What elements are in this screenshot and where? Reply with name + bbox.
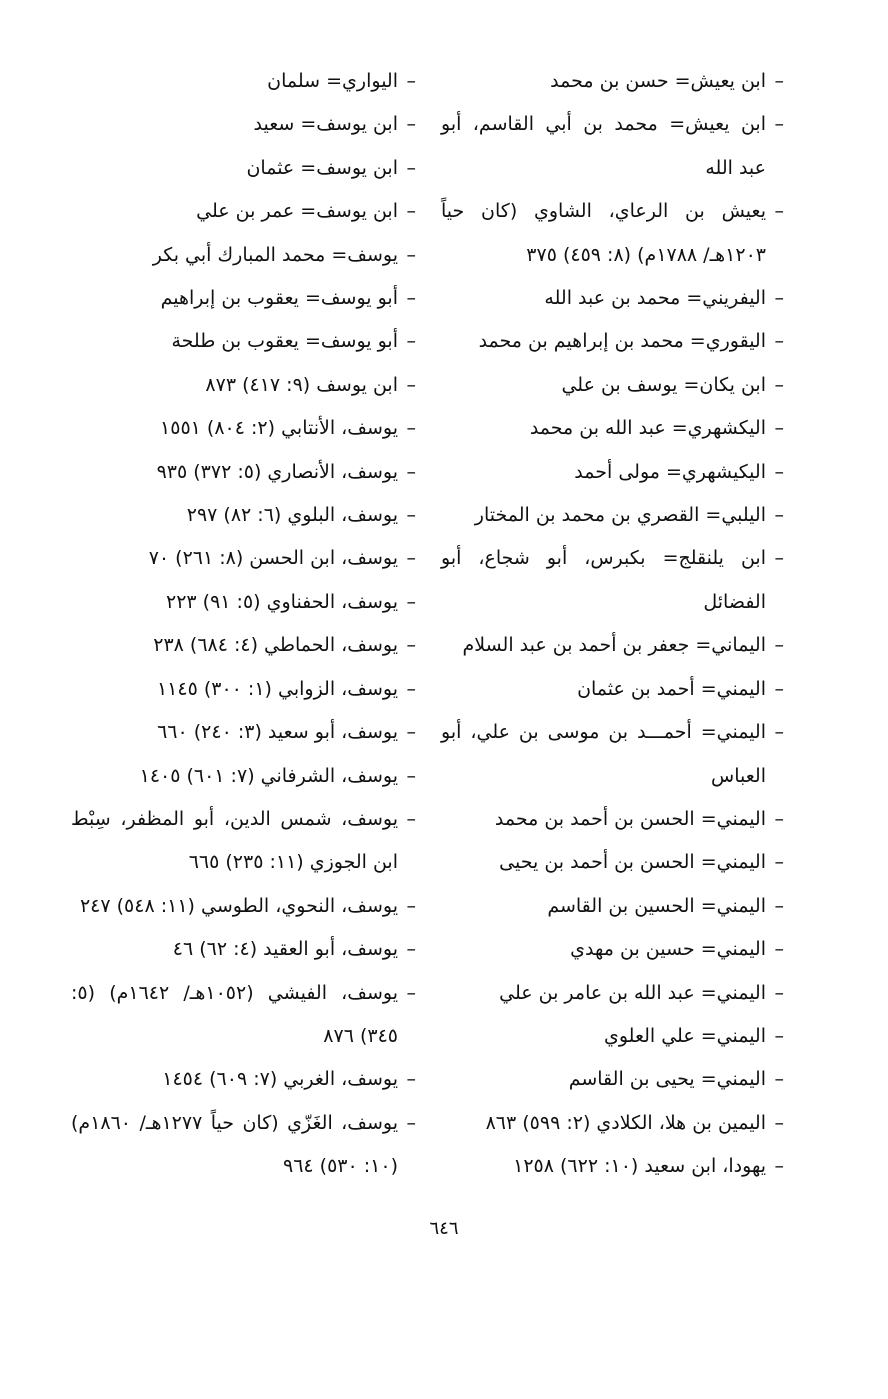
index-entry bbox=[441, 798, 784, 841]
index-entry bbox=[441, 364, 784, 407]
entry-dash: – bbox=[774, 807, 784, 830]
right-column bbox=[441, 60, 784, 1189]
index-entry bbox=[71, 755, 416, 798]
entry-text: اليمني= عبد الله بن عامر بن علي bbox=[499, 981, 766, 1004]
index-entry bbox=[71, 668, 416, 711]
entry-dash: – bbox=[406, 721, 416, 744]
index-entry bbox=[71, 928, 416, 971]
entry-dash: – bbox=[774, 287, 784, 310]
index-entry bbox=[71, 711, 416, 754]
index-entry bbox=[71, 320, 416, 363]
entry-dash: – bbox=[774, 894, 784, 917]
page-number: ٦٤٦ bbox=[429, 1218, 459, 1239]
entry-text: يوسف، الزوابي (١: ٣٠٠) ١١٤٥ bbox=[156, 677, 398, 700]
entry-dash: – bbox=[406, 243, 416, 266]
entry-dash: – bbox=[774, 1024, 784, 1047]
index-entry bbox=[441, 451, 784, 494]
entry-dash: – bbox=[406, 460, 416, 483]
index-entry bbox=[71, 972, 416, 1059]
entry-text: اليكشهري= عبد الله بن محمد bbox=[529, 417, 766, 440]
entry-text: يوسف، البلوي (٦: ٨٢) ٢٩٧ bbox=[186, 504, 398, 527]
index-entry bbox=[441, 711, 784, 798]
entry-dash: – bbox=[774, 330, 784, 353]
entry-text: أبو يوسف= يعقوب بن طلحة bbox=[171, 330, 398, 353]
entry-dash: – bbox=[406, 156, 416, 179]
index-entry bbox=[71, 277, 416, 320]
entry-text: اليمني= أحمـــد بن موسى بن علي، أبو العباس bbox=[441, 721, 766, 787]
index-entry bbox=[441, 928, 784, 971]
index-entry bbox=[441, 885, 784, 928]
index-entry bbox=[71, 451, 416, 494]
entry-text: يوسف، الأنصاري (٥: ٣٧٢) ٩٣٥ bbox=[156, 460, 398, 483]
entry-text: اليمني= الحسن بن أحمد بن محمد bbox=[494, 807, 766, 830]
index-entry bbox=[71, 407, 416, 450]
entry-text: يوسف، الغَزّي (كان حياً ١٢٧٧هـ/ ١٨٦٠م) (١٠: ٥٣٠) ٩٦٤ bbox=[71, 1111, 398, 1178]
entry-text: يوسف، شمس الدين، أبو المظفر، سِبْط ابن الجوزي (١١: ٢٣٥) ٦٦٥ bbox=[71, 807, 398, 874]
index-entry bbox=[71, 364, 416, 407]
entry-text: اليلبي= القصري بن محمد بن المختار bbox=[474, 504, 766, 527]
entry-dash: – bbox=[774, 1111, 784, 1134]
index-entry bbox=[71, 494, 416, 537]
index-entry bbox=[441, 60, 784, 103]
index-entry bbox=[441, 624, 784, 667]
index-entry bbox=[71, 885, 416, 928]
index-entry bbox=[71, 581, 416, 624]
entry-text: ابن يكان= يوسف بن علي bbox=[561, 373, 766, 396]
left-column bbox=[71, 60, 416, 1189]
index-entry bbox=[441, 972, 784, 1015]
index-entry bbox=[441, 190, 784, 277]
entry-text: يوسف، الغربي (٧: ٦٠٩) ١٤٥٤ bbox=[162, 1068, 398, 1091]
entry-dash: – bbox=[406, 113, 416, 136]
entry-dash: – bbox=[774, 547, 784, 570]
entry-text: اليفريني= محمد بن عبد الله bbox=[544, 287, 766, 310]
entry-dash: – bbox=[774, 851, 784, 874]
index-entry bbox=[441, 1058, 784, 1101]
index-entry bbox=[71, 190, 416, 233]
index-entry bbox=[441, 103, 784, 190]
entry-dash: – bbox=[406, 1111, 416, 1134]
entry-dash: – bbox=[774, 1068, 784, 1091]
entry-dash: – bbox=[406, 938, 416, 961]
entry-dash: – bbox=[406, 590, 416, 613]
entry-dash: – bbox=[774, 677, 784, 700]
entry-text: اليمني= الحسين بن القاسم bbox=[547, 894, 766, 917]
entry-text: اليمني= يحيى بن القاسم bbox=[568, 1068, 766, 1091]
index-entry bbox=[441, 407, 784, 450]
entry-dash: – bbox=[406, 764, 416, 787]
entry-dash: – bbox=[406, 417, 416, 440]
entry-text: ابن يعيش= حسن بن محمد bbox=[550, 70, 766, 92]
entry-dash: – bbox=[774, 938, 784, 961]
index-entry bbox=[71, 798, 416, 885]
entry-text: يوسف، الأنتابي (٢: ٨٠٤) ١٥٥١ bbox=[160, 417, 398, 440]
entry-text: اليمني= أحمد بن عثمان bbox=[577, 677, 766, 700]
entry-dash: – bbox=[406, 894, 416, 917]
index-entry bbox=[441, 1102, 784, 1145]
index-entry bbox=[71, 1102, 416, 1189]
entry-text: يوسف، الحماطي (٤: ٦٨٤) ٢٣٨ bbox=[153, 634, 398, 657]
entry-dash: – bbox=[406, 200, 416, 223]
index-entry bbox=[441, 1015, 784, 1058]
entry-text: ابن يوسف= سعيد bbox=[253, 113, 398, 136]
entry-dash: – bbox=[406, 981, 416, 1004]
entry-dash: – bbox=[406, 547, 416, 570]
entry-dash: – bbox=[406, 70, 416, 92]
entry-text: اليمني= الحسن بن أحمد بن يحيى bbox=[499, 851, 766, 874]
entry-dash: – bbox=[774, 417, 784, 440]
entry-dash: – bbox=[406, 677, 416, 700]
entry-text: اليواري= سلمان bbox=[267, 70, 398, 92]
index-entry bbox=[441, 668, 784, 711]
entry-text: ابن يعيش= محمد بن أبي القاسم، أبو عبد الله bbox=[441, 113, 766, 179]
index-entry bbox=[441, 320, 784, 363]
entry-dash: – bbox=[774, 981, 784, 1004]
entry-text: أبو يوسف= يعقوب بن إبراهيم bbox=[160, 287, 398, 310]
index-entry bbox=[441, 1145, 784, 1188]
entry-text: ابن يوسف= عثمان bbox=[246, 156, 398, 179]
entry-text: يوسف، الفيشي (١٠٥٢هـ/ ١٦٤٢م) (٥: ٣٤٥) ٨٧٦ bbox=[71, 981, 398, 1047]
entry-text: اليمين بن هلا، الكلادي (٢: ٥٩٩) ٨٦٣ bbox=[485, 1111, 766, 1134]
index-entry bbox=[71, 60, 416, 103]
entry-text: يوسف، أبو سعيد (٣: ٢٤٠) ٦٦٠ bbox=[157, 721, 398, 744]
index-entry bbox=[71, 234, 416, 277]
entry-dash: – bbox=[406, 287, 416, 310]
entry-text: يهودا، ابن سعيد (١٠: ٦٢٢) ١٢٥٨ bbox=[513, 1155, 766, 1178]
entry-dash: – bbox=[774, 200, 784, 223]
entry-dash: – bbox=[406, 634, 416, 657]
entry-text: اليمني= حسين بن مهدي bbox=[570, 938, 766, 961]
index-entry bbox=[71, 147, 416, 190]
entry-text: ابن يلنقلج= بكبرس، أبو شجاع، أبو الفضائل bbox=[441, 547, 766, 613]
entry-text: اليكيشهري= مولى أحمد bbox=[574, 460, 766, 483]
entry-text: ابن يوسف= عمر بن علي bbox=[196, 200, 398, 223]
entry-dash: – bbox=[774, 113, 784, 136]
entry-text: يعيش بن الرعاي، الشاوي (كان حياً ١٢٠٣هـ/ ١٧٨٨م) (٨: ٤٥٩) ٣٧٥ bbox=[441, 200, 766, 266]
index-entry bbox=[441, 494, 784, 537]
entry-dash: – bbox=[406, 330, 416, 353]
entry-text: اليقوري= محمد بن إبراهيم بن محمد bbox=[478, 330, 766, 353]
index-entry bbox=[71, 103, 416, 146]
entry-dash: – bbox=[774, 504, 784, 527]
entry-text: يوسف، الشرفاني (٧: ٦٠١) ١٤٠٥ bbox=[139, 764, 398, 787]
entry-text: ابن يوسف (٩: ٤١٧) ٨٧٣ bbox=[205, 373, 398, 396]
entry-dash: – bbox=[774, 70, 784, 92]
entry-dash: – bbox=[774, 721, 784, 744]
entry-text: يوسف= محمد المبارك أبي بكر bbox=[152, 243, 398, 266]
entry-text: يوسف، النحوي، الطوسي (١١: ٥٤٨) ٢٤٧ bbox=[79, 894, 398, 917]
index-entry bbox=[441, 841, 784, 884]
index-entry bbox=[71, 537, 416, 580]
entry-text: اليمني= علي العلوي bbox=[603, 1024, 766, 1047]
entry-dash: – bbox=[406, 807, 416, 830]
entry-dash: – bbox=[774, 1155, 784, 1178]
index-entry bbox=[441, 277, 784, 320]
entry-text: يوسف، الحفناوي (٥: ٩١) ٢٢٣ bbox=[165, 590, 398, 613]
entry-text: يوسف، ابن الحسن (٨: ٢٦١) ٧٠ bbox=[148, 547, 398, 570]
entry-dash: – bbox=[774, 373, 784, 396]
entry-dash: – bbox=[774, 460, 784, 483]
entry-dash: – bbox=[406, 504, 416, 527]
entry-dash: – bbox=[406, 373, 416, 396]
entry-text: اليماني= جعفر بن أحمد بن عبد السلام bbox=[462, 634, 766, 657]
index-entry bbox=[71, 624, 416, 667]
entry-text: يوسف، أبو العقيد (٤: ٦٢) ٤٦ bbox=[172, 938, 398, 961]
entry-dash: – bbox=[406, 1068, 416, 1091]
index-entry bbox=[71, 1058, 416, 1101]
index-entry bbox=[441, 537, 784, 624]
entry-dash: – bbox=[774, 634, 784, 657]
